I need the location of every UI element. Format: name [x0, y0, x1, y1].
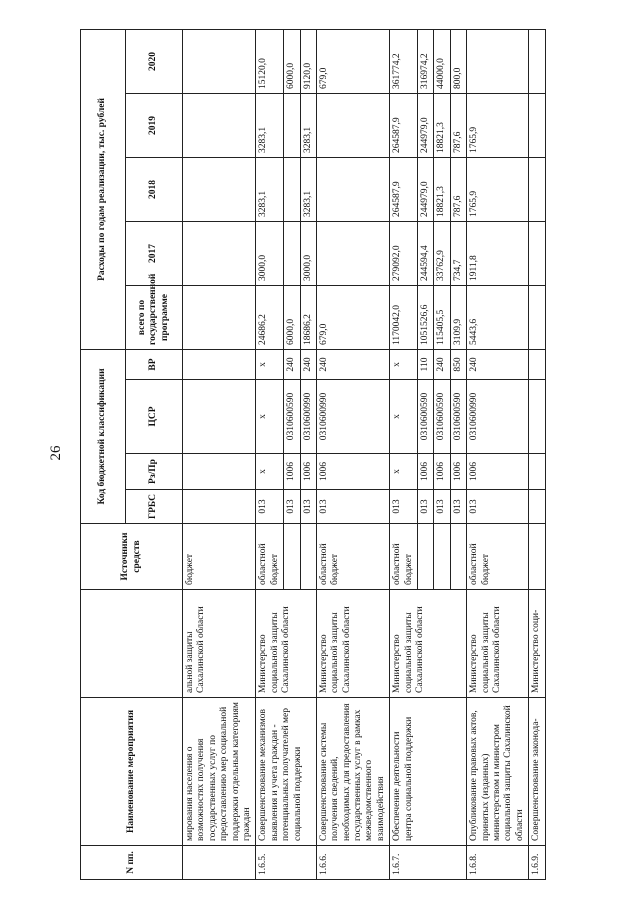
cell-grbs: 013 — [418, 490, 434, 524]
row-number: 1.6.5. — [256, 846, 317, 880]
cell-y2018: 264587,9 — [390, 157, 418, 221]
cell-y2019: 264587,9 — [390, 93, 418, 157]
table-row — [529, 29, 545, 879]
cell-rzpr: 1006 — [434, 454, 450, 490]
cell-y2020: 44000,0 — [434, 29, 450, 93]
header-2017: 2017 — [126, 221, 183, 285]
executor: Министерство соци- — [529, 590, 545, 698]
activity-name: Обеспечение деятельности центра социальной поддержки — [390, 698, 467, 846]
funding-source — [529, 524, 545, 590]
funding-source — [418, 524, 434, 590]
cell-csr — [529, 380, 545, 454]
cell-y2018: 3283,1 — [300, 157, 316, 221]
cell-grbs: 013 — [316, 490, 389, 524]
cell-total: 6000,0 — [284, 285, 300, 349]
cell-y2018 — [284, 157, 300, 221]
header-2019: 2019 — [126, 93, 183, 157]
funding-source: областной бюджет — [316, 524, 389, 590]
cell-vr — [529, 349, 545, 379]
table-row — [467, 29, 529, 879]
cell-rzpr — [183, 454, 256, 490]
cell-vr: 240 — [300, 349, 316, 379]
cell-y2018 — [529, 157, 545, 221]
funding-source — [300, 524, 316, 590]
cell-y2019: 3283,1 — [256, 93, 284, 157]
cell-y2020: 800,0 — [450, 29, 466, 93]
funding-source: областной бюджет — [467, 524, 529, 590]
header-expenses: Расходы по годам реализации, тыс. рублей — [81, 29, 126, 349]
cell-y2019 — [316, 93, 389, 157]
cell-y2020 — [183, 29, 256, 93]
header-name: Наименование мероприятия — [81, 698, 183, 846]
cell-grbs: 013 — [256, 490, 284, 524]
executor: Министерство социальной защиты Сахалинской области — [390, 590, 467, 698]
cell-vr: 110 — [418, 349, 434, 379]
cell-csr: 0310600990 — [467, 380, 529, 454]
page-number: 26 — [48, 445, 64, 461]
cell-y2017 — [183, 221, 256, 285]
cell-csr: х — [390, 380, 418, 454]
budget-table — [80, 29, 546, 880]
table-row — [316, 29, 389, 879]
cell-y2019 — [284, 93, 300, 157]
cell-vr — [183, 349, 256, 379]
row-number: 1.6.6. — [316, 846, 389, 880]
activity-name: Опубликование правовых актов, принятых (изданных) министерством и министром социальной защиты Сахалинской области — [467, 698, 529, 846]
cell-csr: х — [256, 380, 284, 454]
header-vr: ВР — [126, 349, 183, 379]
cell-y2017: 244594,4 — [418, 221, 434, 285]
cell-y2017: 3000,0 — [300, 221, 316, 285]
cell-y2018 — [316, 157, 389, 221]
cell-rzpr: 1006 — [450, 454, 466, 490]
cell-y2017: 734,7 — [450, 221, 466, 285]
cell-y2017 — [529, 221, 545, 285]
cell-grbs: 013 — [300, 490, 316, 524]
cell-y2017 — [284, 221, 300, 285]
header-num: N пп. — [81, 846, 183, 880]
funding-source — [450, 524, 466, 590]
cell-total: 18686,2 — [300, 285, 316, 349]
cell-vr: 240 — [467, 349, 529, 379]
header-csr: ЦСР — [126, 380, 183, 454]
row-number: 1.6.7. — [390, 846, 467, 880]
activity-name: мирования населения о возможностях получения государственных услуг по предоставлению мер социальной поддержки отдельным категориям граждан — [183, 698, 256, 846]
cell-rzpr: х — [390, 454, 418, 490]
cell-y2018: 1765,9 — [467, 157, 529, 221]
header-grbs: ГРБС — [126, 490, 183, 524]
header-rzpr: Рз/Пр — [126, 454, 183, 490]
cell-rzpr: 1006 — [300, 454, 316, 490]
cell-total: 1051526,6 — [418, 285, 434, 349]
cell-y2018: 244979,0 — [418, 157, 434, 221]
cell-rzpr: 1006 — [316, 454, 389, 490]
table-body — [183, 29, 546, 879]
activity-name: Совершенствование законода- — [529, 698, 545, 846]
cell-grbs — [183, 490, 256, 524]
cell-y2020 — [467, 29, 529, 93]
header-2018: 2018 — [126, 157, 183, 221]
cell-total: 1170042,0 — [390, 285, 418, 349]
header-exec — [81, 590, 183, 698]
cell-y2018: 3283,1 — [256, 157, 284, 221]
cell-csr: 0310600590 — [434, 380, 450, 454]
header-budget-code: Код бюджетной классификации — [81, 349, 126, 523]
table-header — [81, 29, 183, 879]
cell-csr: 0310600990 — [300, 380, 316, 454]
cell-vr: 240 — [316, 349, 389, 379]
cell-y2020: 316974,2 — [418, 29, 434, 93]
cell-y2019 — [183, 93, 256, 157]
cell-total: 24686,2 — [256, 285, 284, 349]
cell-y2019: 1765,9 — [467, 93, 529, 157]
header-total: всего по государственной программе — [126, 285, 183, 349]
table-row — [390, 29, 418, 879]
rotated-table-wrapper — [80, 30, 605, 880]
cell-y2019: 244979,0 — [418, 93, 434, 157]
funding-source: бюджет — [183, 524, 256, 590]
cell-y2020: 15120,0 — [256, 29, 284, 93]
activity-name: Совершенствование механизмов выявления и учета граждан - потенциальных получателей мер социальной поддержки — [256, 698, 317, 846]
cell-vr: 240 — [434, 349, 450, 379]
cell-grbs: 013 — [434, 490, 450, 524]
cell-vr: 240 — [284, 349, 300, 379]
cell-total: 115405,5 — [434, 285, 450, 349]
header-source: Источники средств — [81, 524, 183, 590]
cell-grbs: 013 — [450, 490, 466, 524]
executor: альной защиты Сахалинской области — [183, 590, 256, 698]
cell-grbs: 013 — [284, 490, 300, 524]
cell-rzpr: х — [256, 454, 284, 490]
cell-total: 679,0 — [316, 285, 389, 349]
funding-source: областной бюджет — [256, 524, 284, 590]
cell-csr: 0310600990 — [316, 380, 389, 454]
cell-total — [529, 285, 545, 349]
executor: Министерство социальной защиты Сахалинской области — [467, 590, 529, 698]
cell-y2019: 18821,3 — [434, 93, 450, 157]
cell-total: 3109,9 — [450, 285, 466, 349]
cell-y2018 — [183, 157, 256, 221]
cell-y2017: 3000,0 — [256, 221, 284, 285]
cell-y2020: 9120,0 — [300, 29, 316, 93]
cell-y2017: 279092,0 — [390, 221, 418, 285]
table-row — [183, 29, 256, 879]
cell-y2017 — [316, 221, 389, 285]
funding-source — [434, 524, 450, 590]
cell-total: 5443,6 — [467, 285, 529, 349]
cell-y2019: 3283,1 — [300, 93, 316, 157]
cell-y2020: 361774,2 — [390, 29, 418, 93]
executor: Министерство социальной защиты Сахалинской области — [256, 590, 317, 698]
cell-csr: 0310600590 — [418, 380, 434, 454]
cell-csr: 0310600590 — [284, 380, 300, 454]
cell-vr: х — [256, 349, 284, 379]
funding-source — [284, 524, 300, 590]
cell-y2017: 1911,8 — [467, 221, 529, 285]
cell-y2020 — [529, 29, 545, 93]
cell-grbs — [529, 490, 545, 524]
cell-y2017: 33762,9 — [434, 221, 450, 285]
table-row — [256, 29, 284, 879]
cell-total — [183, 285, 256, 349]
cell-grbs: 013 — [390, 490, 418, 524]
cell-csr — [183, 380, 256, 454]
cell-csr: 0310600590 — [450, 380, 466, 454]
cell-rzpr: 1006 — [418, 454, 434, 490]
cell-vr: 850 — [450, 349, 466, 379]
cell-vr: х — [390, 349, 418, 379]
cell-y2019: 787,6 — [450, 93, 466, 157]
cell-grbs: 013 — [467, 490, 529, 524]
activity-name: Совершенствование системы получения сведений, необходимых для предоставления государственных услуг в рамках межведомственного взаимодействия — [316, 698, 389, 846]
cell-y2019 — [529, 93, 545, 157]
cell-y2018: 787,6 — [450, 157, 466, 221]
cell-y2020: 679,0 — [316, 29, 389, 93]
row-number: 1.6.9. — [529, 846, 545, 880]
cell-y2018: 18821,3 — [434, 157, 450, 221]
header-2020: 2020 — [126, 29, 183, 93]
cell-y2020: 6000,0 — [284, 29, 300, 93]
cell-rzpr: 1006 — [284, 454, 300, 490]
row-number — [183, 846, 256, 880]
executor: Министерство социальной защиты Сахалинской области — [316, 590, 389, 698]
cell-rzpr — [529, 454, 545, 490]
row-number: 1.6.8. — [467, 846, 529, 880]
funding-source: областной бюджет — [390, 524, 418, 590]
cell-rzpr: 1006 — [467, 454, 529, 490]
